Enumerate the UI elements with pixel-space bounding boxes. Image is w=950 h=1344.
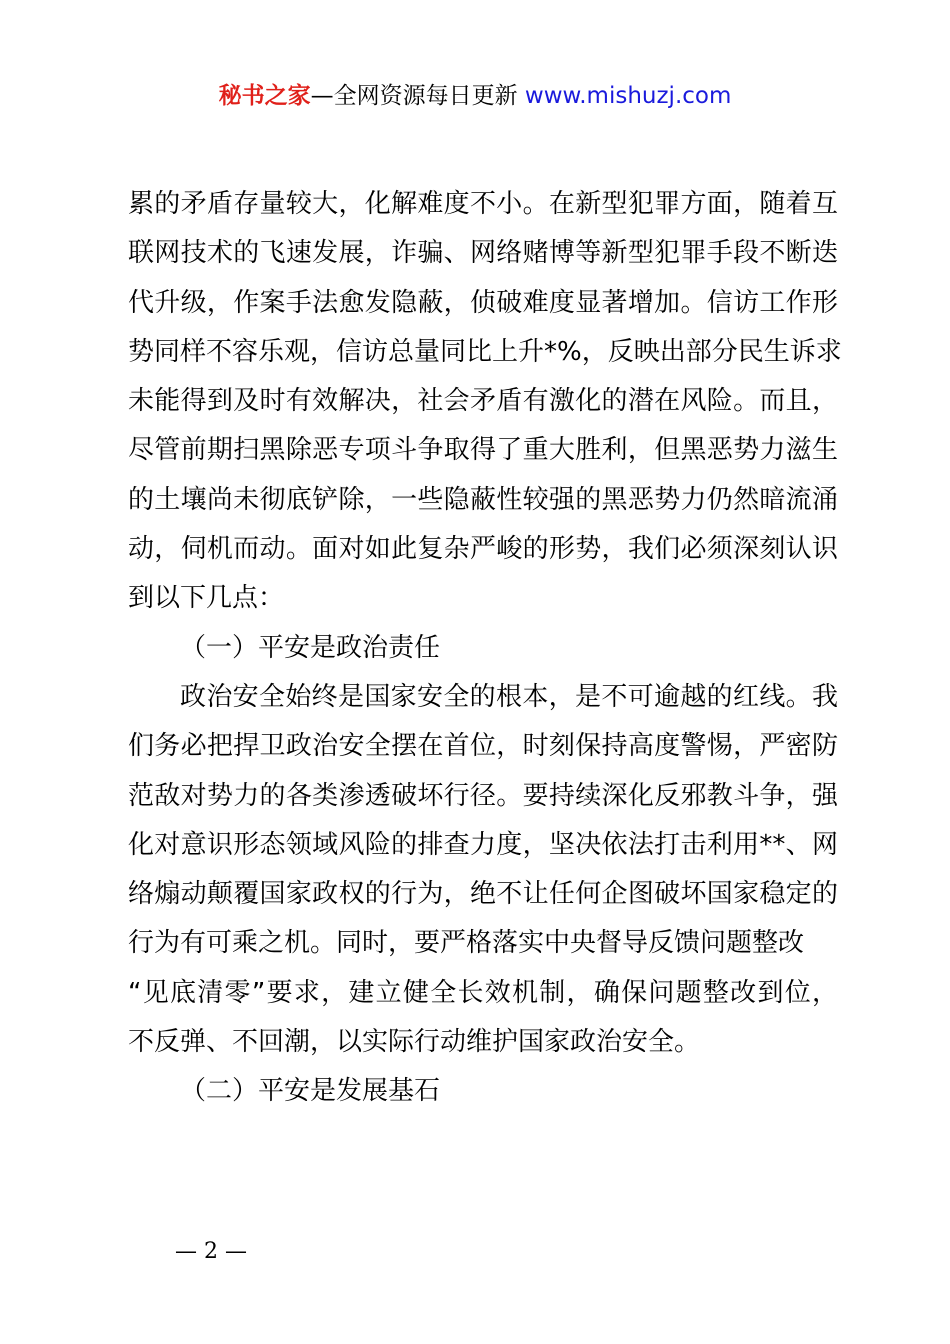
paragraph-line: 势同样不容乐观，信访总量同比上升*%，反映出部分民生诉求 (128, 336, 842, 367)
paragraph-line: 到以下几点： (128, 583, 285, 614)
paragraph-line: “见底清零”要求，建立健全长效机制，确保问题整改到位， (128, 977, 838, 1008)
paragraph-line: 联网技术的飞速发展，诈骗、网络赌博等新型犯罪手段不断迭 (128, 238, 838, 269)
paragraph-line: 累的矛盾存量较大，化解难度不小。在新型犯罪方面，随着互 (128, 189, 838, 219)
section-heading: （一）平安是政治责任 (180, 632, 441, 663)
paragraph-line: 的土壤尚未彻底铲除，一些隐蔽性较强的黑恶势力仍然暗流涌 (128, 484, 838, 515)
paragraph-line: 政治安全始终是国家安全的根本，是不可逾越的红线。我 (180, 681, 838, 712)
paragraph-line: 动，伺机而动。面对如此复杂严峻的形势，我们必须深刻认识 (128, 534, 838, 565)
site-brand: 秘书之家 (218, 83, 311, 109)
site-header (0, 80, 950, 112)
paragraph-line: 不反弹、不回潮，以实际行动维护国家政治安全。 (128, 1027, 701, 1058)
paragraph-line: 化对意识形态领域风险的排查力度，坚决依法打击利用**、网 (128, 829, 838, 860)
paragraph-line: 代升级，作案手法愈发隐蔽，侦破难度显著增加。信访工作形 (128, 287, 838, 318)
paragraph-line: 们务必把捍卫政治安全摆在首位，时刻保持高度警惕，严密防 (128, 731, 838, 762)
page-number: — 2 — (175, 1239, 247, 1264)
document-body (128, 180, 842, 1117)
paragraph-line: 络煽动颠覆国家政权的行为，绝不让任何企图破坏国家稳定的 (128, 879, 838, 910)
paragraph-line: 范敌对势力的各类渗透破坏行径。要持续深化反邪教斗争，强 (128, 780, 838, 811)
paragraph-line: 尽管前期扫黑除恶专项斗争取得了重大胜利，但黑恶势力滋生 (128, 435, 838, 466)
site-url-link[interactable]: www.mishuzj.com (524, 83, 732, 109)
site-slogan: —全网资源每日更新 (310, 83, 518, 109)
paragraph-line: 未能得到及时有效解决，社会矛盾有激化的潜在风险。而且， (128, 386, 838, 417)
section-heading: （二）平安是发展基石 (180, 1076, 441, 1107)
paragraph-line: 行为有可乘之机。同时，要严格落实中央督导反馈问题整改 (128, 928, 805, 959)
